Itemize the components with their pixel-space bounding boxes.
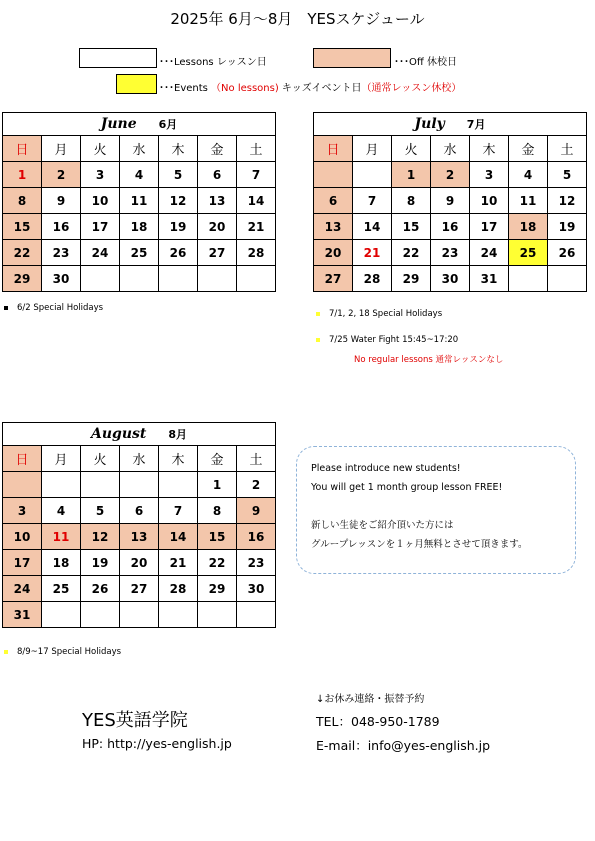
- email-link[interactable]: E-mail：info@yes-english.jp: [316, 738, 491, 753]
- weekday-header: 金: [198, 136, 237, 162]
- weekday-header: 火: [81, 136, 120, 162]
- day-cell: 10: [81, 188, 120, 214]
- calendar-july: [313, 112, 587, 292]
- day-cell: 11: [42, 524, 81, 550]
- day-cell: 21: [237, 214, 276, 240]
- day-cell: 21: [353, 240, 392, 266]
- day-cell: [198, 602, 237, 628]
- calendar-august: [2, 422, 276, 628]
- day-cell: 8: [198, 498, 237, 524]
- weekday-header: 木: [470, 136, 509, 162]
- day-cell: 5: [81, 498, 120, 524]
- day-cell: 15: [198, 524, 237, 550]
- legend-event-prefix: ･･･Events: [159, 83, 212, 94]
- june-note-text: 6/2 Special Holidays: [17, 303, 104, 313]
- day-cell: 30: [237, 576, 276, 602]
- weekday-header: 日: [3, 446, 42, 472]
- day-cell: 27: [314, 266, 353, 292]
- weekday-header: 水: [120, 446, 159, 472]
- legend-lessons-swatch: [79, 48, 157, 68]
- day-cell: 16: [42, 214, 81, 240]
- day-cell: [159, 472, 198, 498]
- august-note-text: 8/9~17 Special Holidays: [17, 647, 122, 657]
- day-cell: [548, 266, 587, 292]
- day-cell: [42, 602, 81, 628]
- weekday-header: 木: [159, 446, 198, 472]
- day-cell: 18: [42, 550, 81, 576]
- day-cell: 20: [198, 214, 237, 240]
- day-cell: 5: [159, 162, 198, 188]
- day-cell: 20: [314, 240, 353, 266]
- weekday-header: 金: [509, 136, 548, 162]
- day-cell: 8: [3, 188, 42, 214]
- day-cell: 13: [120, 524, 159, 550]
- day-cell: 11: [509, 188, 548, 214]
- day-cell: 21: [159, 550, 198, 576]
- weekday-header: 日: [314, 136, 353, 162]
- day-cell: 1: [392, 162, 431, 188]
- day-cell: 3: [3, 498, 42, 524]
- day-cell: [120, 472, 159, 498]
- day-cell: [509, 266, 548, 292]
- weekday-header: 月: [42, 136, 81, 162]
- day-cell: 6: [198, 162, 237, 188]
- day-cell: 7: [159, 498, 198, 524]
- month-name: July: [414, 116, 445, 132]
- legend-event-closed: （通常レッスン休校）: [361, 83, 462, 94]
- calendar-header: [3, 113, 276, 136]
- weekday-header: 金: [198, 446, 237, 472]
- promo-line: グループレッスンを１ヶ月無料とさせて頂きます。: [311, 539, 528, 550]
- day-cell: [159, 602, 198, 628]
- day-cell: 12: [159, 188, 198, 214]
- month-name: June: [100, 116, 137, 132]
- day-cell: 29: [198, 576, 237, 602]
- legend-lessons-label: ･･･Lessons レッスン日: [159, 57, 267, 68]
- telephone: TEL：048-950-1789: [316, 714, 440, 729]
- month-name-jp: 7月: [466, 118, 486, 131]
- day-cell: 7: [353, 188, 392, 214]
- day-cell: 30: [431, 266, 470, 292]
- day-cell: 26: [548, 240, 587, 266]
- day-cell: [120, 266, 159, 292]
- day-cell: [353, 162, 392, 188]
- day-cell: 1: [3, 162, 42, 188]
- day-cell: 2: [42, 162, 81, 188]
- weekday-header: 水: [431, 136, 470, 162]
- day-cell: 3: [470, 162, 509, 188]
- day-cell: 8: [392, 188, 431, 214]
- day-cell: 10: [470, 188, 509, 214]
- day-cell: 18: [509, 214, 548, 240]
- day-cell: 22: [198, 550, 237, 576]
- day-cell: [237, 266, 276, 292]
- day-cell: 22: [392, 240, 431, 266]
- day-cell: 19: [159, 214, 198, 240]
- day-cell: 1: [198, 472, 237, 498]
- day-cell: 18: [120, 214, 159, 240]
- day-cell: 22: [3, 240, 42, 266]
- day-cell: 17: [81, 214, 120, 240]
- day-cell: 29: [3, 266, 42, 292]
- promo-line: 新しい生徒をご紹介頂いた方には: [311, 520, 454, 531]
- day-cell: [159, 266, 198, 292]
- july-note-holidays: [316, 309, 442, 319]
- day-cell: 6: [120, 498, 159, 524]
- legend-event-swatch: [116, 74, 157, 94]
- day-cell: 23: [431, 240, 470, 266]
- july-note-event: [316, 335, 458, 345]
- day-cell: 26: [81, 576, 120, 602]
- day-cell: [3, 472, 42, 498]
- day-cell: 14: [237, 188, 276, 214]
- promo-line: Please introduce new students!: [311, 463, 461, 474]
- month-name-jp: 8月: [168, 428, 187, 441]
- weekday-header: 火: [81, 446, 120, 472]
- day-cell: 4: [509, 162, 548, 188]
- day-cell: 3: [81, 162, 120, 188]
- day-cell: 9: [431, 188, 470, 214]
- day-cell: 11: [120, 188, 159, 214]
- day-cell: 13: [314, 214, 353, 240]
- bullet-icon: [4, 650, 8, 654]
- day-cell: [81, 266, 120, 292]
- month-name: August: [90, 426, 147, 442]
- day-cell: 15: [392, 214, 431, 240]
- day-cell: 23: [42, 240, 81, 266]
- weekday-header: 日: [3, 136, 42, 162]
- day-cell: 4: [120, 162, 159, 188]
- day-cell: 24: [3, 576, 42, 602]
- bullet-icon: [4, 306, 8, 310]
- day-cell: 28: [237, 240, 276, 266]
- day-cell: 23: [237, 550, 276, 576]
- weekday-header: 木: [159, 136, 198, 162]
- promo-line: You will get 1 month group lesson FREE!: [311, 482, 503, 493]
- legend-event-label: [159, 79, 461, 94]
- august-note: [4, 647, 121, 657]
- june-note: [4, 303, 103, 313]
- day-cell: 5: [548, 162, 587, 188]
- day-cell: 30: [42, 266, 81, 292]
- day-cell: 25: [120, 240, 159, 266]
- day-cell: 2: [431, 162, 470, 188]
- weekday-header: 月: [42, 446, 81, 472]
- day-cell: 25: [42, 576, 81, 602]
- day-cell: 10: [3, 524, 42, 550]
- day-cell: 19: [548, 214, 587, 240]
- day-cell: 25: [509, 240, 548, 266]
- day-cell: 27: [120, 576, 159, 602]
- homepage-link[interactable]: HP: http://yes-english.jp: [82, 736, 232, 751]
- day-cell: 14: [159, 524, 198, 550]
- day-cell: 26: [159, 240, 198, 266]
- day-cell: [198, 266, 237, 292]
- weekday-header: 火: [392, 136, 431, 162]
- bullet-icon: [316, 338, 320, 342]
- day-cell: 17: [470, 214, 509, 240]
- day-cell: 15: [3, 214, 42, 240]
- july-note-no-lessons: No regular lessons 通常レッスンなし: [354, 355, 504, 365]
- day-cell: 28: [353, 266, 392, 292]
- day-cell: 31: [470, 266, 509, 292]
- day-cell: 28: [159, 576, 198, 602]
- day-cell: 17: [3, 550, 42, 576]
- day-cell: 29: [392, 266, 431, 292]
- month-name-jp: 6月: [158, 118, 178, 131]
- day-cell: 12: [81, 524, 120, 550]
- weekday-header: 土: [237, 446, 276, 472]
- day-cell: 12: [548, 188, 587, 214]
- july-note-text: 7/1, 2, 18 Special Holidays: [329, 309, 443, 319]
- day-cell: 4: [42, 498, 81, 524]
- day-cell: 2: [237, 472, 276, 498]
- weekday-header: 水: [120, 136, 159, 162]
- day-cell: 13: [198, 188, 237, 214]
- day-cell: 24: [81, 240, 120, 266]
- legend-off-label: ･･･Off 休校日: [394, 57, 457, 68]
- day-cell: [81, 602, 120, 628]
- calendar-header: [314, 113, 587, 136]
- day-cell: [81, 472, 120, 498]
- day-cell: 24: [470, 240, 509, 266]
- legend-off-swatch: [313, 48, 391, 68]
- day-cell: [120, 602, 159, 628]
- day-cell: 14: [353, 214, 392, 240]
- day-cell: [237, 602, 276, 628]
- weekday-header: 土: [548, 136, 587, 162]
- day-cell: [314, 162, 353, 188]
- day-cell: 27: [198, 240, 237, 266]
- day-cell: 6: [314, 188, 353, 214]
- page-title: 2025年 6月～8月 YESスケジュール: [170, 10, 425, 28]
- calendar-june: [2, 112, 276, 292]
- day-cell: 31: [3, 602, 42, 628]
- calendar-header: [3, 423, 276, 446]
- bullet-icon: [316, 312, 320, 316]
- day-cell: 9: [237, 498, 276, 524]
- day-cell: 16: [237, 524, 276, 550]
- day-cell: [42, 472, 81, 498]
- legend-event-no-lessons: （No lessons): [211, 83, 279, 94]
- july-note-text: 7/25 Water Fight 15:45~17:20: [329, 335, 459, 345]
- school-name: YES英語学院: [82, 710, 188, 731]
- weekday-header: 月: [353, 136, 392, 162]
- day-cell: 16: [431, 214, 470, 240]
- day-cell: 19: [81, 550, 120, 576]
- promo-box: [296, 446, 576, 574]
- contact-note: ↓お休み連絡・振替予約: [316, 694, 425, 705]
- day-cell: 7: [237, 162, 276, 188]
- weekday-header: 土: [237, 136, 276, 162]
- day-cell: 9: [42, 188, 81, 214]
- legend-event-kids: キッズイベント日: [278, 83, 362, 94]
- day-cell: 20: [120, 550, 159, 576]
